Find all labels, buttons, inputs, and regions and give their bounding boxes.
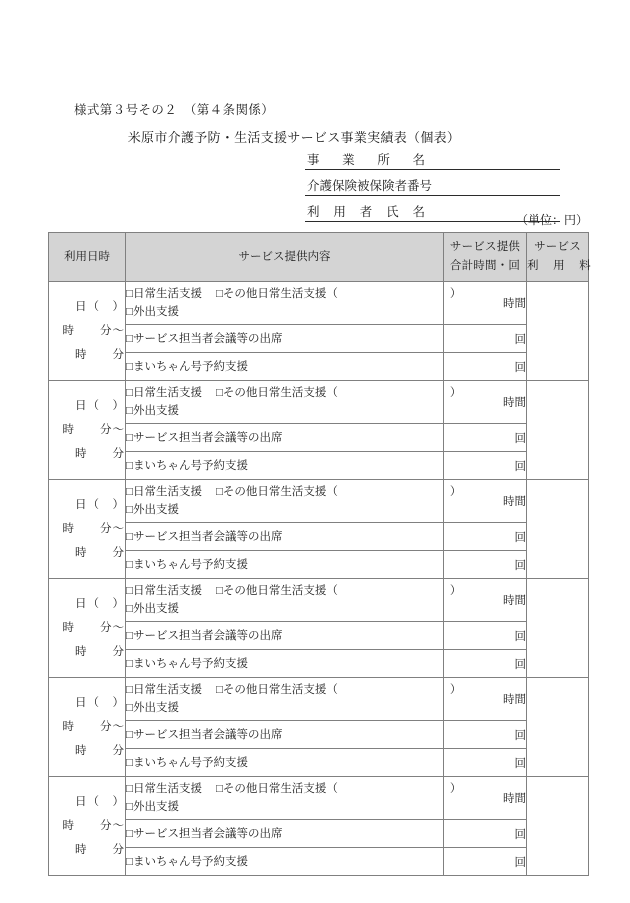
service-content-cell[interactable]	[126, 848, 444, 876]
other-support-paren-close: ）	[449, 585, 462, 597]
date-line-day: 日（ ）	[75, 499, 125, 511]
checkbox-item[interactable]: □サービス担当者会議等の出席	[126, 530, 283, 543]
header-fee-line2: 利用料	[527, 260, 591, 272]
fee-cell[interactable]	[527, 678, 589, 777]
field-row-office[interactable]	[305, 148, 560, 170]
fee-cell[interactable]	[527, 579, 589, 678]
table-row	[49, 523, 589, 551]
checkbox-outing-support[interactable]: □外出支援	[126, 603, 179, 615]
checkbox-item[interactable]: □まいちゃん号予約支援	[126, 657, 248, 670]
date-line-day: 日（ ）	[75, 301, 125, 313]
checkbox-outing-support[interactable]: □外出支援	[126, 702, 179, 714]
checkbox-daily-support[interactable]: □日常生活支援	[126, 486, 202, 498]
header-total	[444, 233, 527, 282]
field-value-office[interactable]	[425, 152, 560, 169]
table-row	[49, 551, 589, 579]
checkbox-outing-support[interactable]: □外出支援	[126, 801, 179, 813]
checkbox-daily-support[interactable]: □日常生活支援	[126, 387, 202, 399]
date-line-start: 時 分〜	[62, 820, 125, 832]
service-content-cell[interactable]	[126, 424, 444, 452]
table-row	[49, 777, 589, 820]
fee-cell[interactable]	[527, 480, 589, 579]
table-row	[49, 622, 589, 650]
header-date: 利用日時	[49, 233, 126, 282]
checkbox-daily-support[interactable]: □日常生活支援	[126, 783, 202, 795]
service-content-cell[interactable]	[126, 325, 444, 353]
total-unit-cell[interactable]: 回	[444, 749, 527, 777]
date-line-start: 時 分〜	[62, 721, 125, 733]
checkbox-item[interactable]: □まいちゃん号予約支援	[126, 360, 248, 373]
total-unit-cell[interactable]: 回	[444, 424, 527, 452]
checkbox-item[interactable]: □サービス担当者会議等の出席	[126, 431, 283, 444]
checkbox-other-daily-support[interactable]: □その他日常生活支援（	[215, 684, 338, 696]
checkbox-daily-support[interactable]: □日常生活支援	[126, 585, 202, 597]
table-row	[49, 452, 589, 480]
date-line-end: 時 分	[75, 646, 125, 658]
header-fee-line1: サービス	[534, 241, 581, 253]
field-label-office: 事業所名	[307, 153, 425, 167]
total-unit-cell[interactable]: 回	[444, 452, 527, 480]
checkbox-other-daily-support[interactable]: □その他日常生活支援（	[215, 585, 338, 597]
total-unit-cell[interactable]: 時間	[444, 480, 527, 523]
date-line-start: 時 分〜	[62, 325, 125, 337]
date-cell[interactable]	[49, 480, 126, 579]
total-unit-cell[interactable]: 回	[444, 650, 527, 678]
total-unit-cell[interactable]: 時間	[444, 381, 527, 424]
service-content-cell[interactable]	[126, 777, 462, 820]
table-row	[49, 650, 589, 678]
field-label-user-name: 利用者氏名	[307, 205, 425, 219]
form-code: 様式第３号その２ （第４条関係）	[74, 103, 275, 117]
table-row	[49, 820, 589, 848]
date-line-day: 日（ ）	[75, 598, 125, 610]
header-total-line1: サービス提供	[449, 241, 521, 253]
date-cell[interactable]	[49, 777, 126, 876]
date-line-day: 日（ ）	[75, 697, 125, 709]
date-line-start: 時 分〜	[62, 523, 125, 535]
other-support-paren-close: ）	[449, 684, 462, 696]
table-row	[49, 325, 589, 353]
service-content-cell[interactable]	[126, 622, 444, 650]
total-unit-cell[interactable]: 回	[444, 551, 527, 579]
total-unit-cell[interactable]: 回	[444, 353, 527, 381]
date-cell[interactable]	[49, 381, 126, 480]
date-line-day: 日（ ）	[75, 400, 125, 412]
table-body	[49, 282, 589, 876]
table-row	[49, 480, 589, 523]
table-row	[49, 848, 589, 876]
table-row	[49, 678, 589, 721]
service-content-cell[interactable]	[126, 749, 444, 777]
total-unit-cell[interactable]: 回	[444, 523, 527, 551]
service-content-cell[interactable]	[126, 452, 444, 480]
service-content-cell[interactable]	[126, 820, 444, 848]
service-content-cell[interactable]	[126, 381, 462, 424]
other-support-paren-close: ）	[449, 486, 462, 498]
service-content-cell[interactable]	[126, 282, 462, 325]
date-line-end: 時 分	[75, 745, 125, 757]
checkbox-outing-support[interactable]: □外出支援	[126, 306, 179, 318]
date-line-end: 時 分	[75, 844, 125, 856]
field-row-insurance-number[interactable]	[305, 174, 560, 196]
service-content-cell[interactable]	[126, 551, 444, 579]
total-unit-cell[interactable]: 時間	[444, 777, 527, 820]
date-line-start: 時 分〜	[62, 424, 125, 436]
header-content: サービス提供内容	[126, 233, 444, 282]
unit-note: （単位：円）	[515, 213, 588, 227]
date-cell[interactable]	[49, 579, 126, 678]
service-content-cell[interactable]	[126, 579, 462, 622]
date-line-day: 日（ ）	[75, 796, 125, 808]
service-content-cell[interactable]	[126, 721, 444, 749]
total-unit-cell[interactable]: 回	[444, 820, 527, 848]
checkbox-item[interactable]: □サービス担当者会議等の出席	[126, 332, 283, 345]
date-cell[interactable]	[49, 678, 126, 777]
table-header-row	[49, 233, 589, 282]
checkbox-item[interactable]: □まいちゃん号予約支援	[126, 756, 248, 769]
date-line-end: 時 分	[75, 448, 125, 460]
checkbox-outing-support[interactable]: □外出支援	[126, 504, 179, 516]
table-row	[49, 282, 589, 325]
table-row	[49, 749, 589, 777]
service-content-cell[interactable]	[126, 480, 462, 523]
total-unit-cell[interactable]: 時間	[444, 678, 527, 721]
checkbox-other-daily-support[interactable]: □その他日常生活支援（	[215, 486, 338, 498]
total-unit-cell[interactable]: 回	[444, 622, 527, 650]
total-unit-cell[interactable]: 時間	[444, 282, 527, 325]
service-content-cell[interactable]	[126, 650, 444, 678]
field-value-insurance-number[interactable]	[432, 178, 560, 195]
table-row	[49, 353, 589, 381]
service-content-cell[interactable]	[126, 678, 462, 721]
fee-cell[interactable]	[527, 777, 589, 876]
other-support-paren-close: ）	[449, 783, 462, 795]
checkbox-daily-support[interactable]: □日常生活支援	[126, 288, 202, 300]
checkbox-item[interactable]: □サービス担当者会議等の出席	[126, 629, 283, 642]
checkbox-item[interactable]: □まいちゃん号予約支援	[126, 558, 248, 571]
service-record-table	[48, 232, 589, 876]
table-row	[49, 424, 589, 452]
table-row	[49, 721, 589, 749]
checkbox-item[interactable]: □サービス担当者会議等の出席	[126, 827, 283, 840]
field-label-insurance-number: 介護保険被保険者番号	[307, 179, 433, 193]
total-unit-cell[interactable]: 回	[444, 848, 527, 876]
date-line-start: 時 分〜	[62, 622, 125, 634]
date-cell[interactable]	[49, 282, 126, 381]
checkbox-item[interactable]: □まいちゃん号予約支援	[126, 459, 248, 472]
table-row	[49, 579, 589, 622]
checkbox-daily-support[interactable]: □日常生活支援	[126, 684, 202, 696]
fee-cell[interactable]	[527, 282, 589, 381]
total-unit-cell[interactable]: 回	[444, 325, 527, 353]
document-title: 米原市介護予防・生活支援サービス事業実績表（個表）	[127, 130, 461, 145]
checkbox-other-daily-support[interactable]: □その他日常生活支援（	[215, 387, 338, 399]
header-total-line2: 合計時間・回	[449, 260, 521, 272]
table-row	[49, 381, 589, 424]
other-support-paren-close: ）	[449, 288, 462, 300]
date-line-end: 時 分	[75, 547, 125, 559]
total-unit-cell[interactable]: 回	[444, 721, 527, 749]
service-content-cell[interactable]	[126, 523, 444, 551]
header-fee	[527, 233, 589, 282]
date-line-end: 時 分	[75, 349, 125, 361]
service-content-cell[interactable]	[126, 353, 444, 381]
other-support-paren-close: ）	[449, 387, 462, 399]
checkbox-other-daily-support[interactable]: □その他日常生活支援（	[215, 288, 338, 300]
checkbox-item[interactable]: □まいちゃん号予約支援	[126, 855, 248, 868]
checkbox-other-daily-support[interactable]: □その他日常生活支援（	[215, 783, 338, 795]
checkbox-outing-support[interactable]: □外出支援	[126, 405, 179, 417]
fee-cell[interactable]	[527, 381, 589, 480]
total-unit-cell[interactable]: 時間	[444, 579, 527, 622]
checkbox-item[interactable]: □サービス担当者会議等の出席	[126, 728, 283, 741]
